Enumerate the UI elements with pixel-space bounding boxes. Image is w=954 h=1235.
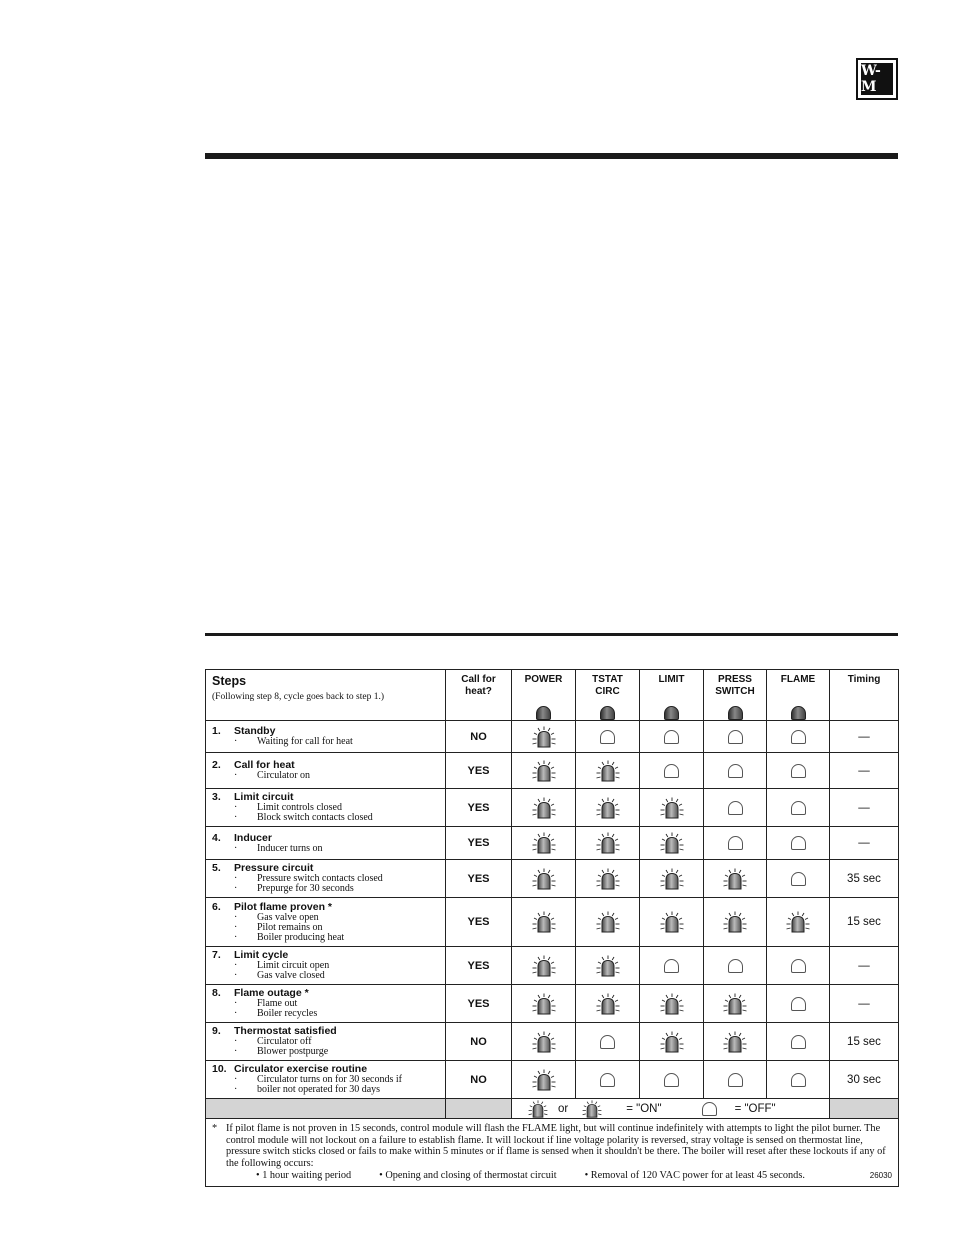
legend-blank-left2 (446, 1099, 512, 1119)
legend (512, 1099, 830, 1119)
step-title: Circulator exercise routine (234, 1063, 368, 1075)
legend-row (206, 1099, 899, 1119)
legend-or: or (558, 1102, 569, 1115)
lamp-on-icon (660, 797, 684, 819)
press-lamp-cell (704, 721, 767, 753)
lamp-off-icon (791, 1073, 806, 1087)
table-row (206, 1023, 899, 1061)
lamp-off-icon (728, 1073, 743, 1087)
limit-lamp-cell (640, 721, 704, 753)
step-cell (206, 1023, 446, 1061)
sub-bullet: · (234, 1036, 238, 1047)
header-row (206, 670, 899, 721)
lamp-off-icon (600, 730, 615, 744)
step-number: 3. (212, 791, 221, 803)
step-number: 9. (212, 1025, 221, 1037)
lamp-off-icon (728, 764, 743, 778)
lamp-on-icon (532, 993, 556, 1015)
lamp-on-icon (532, 955, 556, 977)
lamp-off-icon (791, 997, 806, 1011)
table-row (206, 789, 899, 827)
press-lamp-cell (704, 1061, 767, 1099)
step-detail: Circulator turns on for 30 seconds if (257, 1074, 402, 1085)
flame-lamp-cell (767, 1061, 830, 1099)
legend-off: = "OFF" (734, 1102, 776, 1115)
footnote-item: Opening and closing of thermostat circuit (385, 1170, 557, 1181)
step-title: Inducer (234, 831, 272, 844)
header-flame (767, 670, 830, 721)
timing-value: — (830, 753, 899, 789)
bullet-icon: • (584, 1170, 589, 1181)
lamp-on-icon (528, 1100, 548, 1118)
timing-value: — (830, 827, 899, 860)
press-lamp-icon (728, 706, 743, 720)
lamp-on-icon (596, 993, 620, 1015)
lamp-off-icon (791, 959, 806, 973)
step-detail: boiler not operated for 30 days (257, 1084, 381, 1095)
press-lamp-cell (704, 827, 767, 860)
table-row (206, 947, 899, 985)
step-title: Thermostat satisfied (234, 1025, 337, 1037)
power-lamp-cell (512, 947, 576, 985)
step-detail: Inducer turns on (257, 842, 323, 854)
figure-code: 26030 (869, 1171, 892, 1180)
header-press-switch (704, 670, 767, 721)
sub-bullet: · (234, 921, 238, 933)
step-detail: Flame out (257, 998, 298, 1009)
call-for-heat-value: YES (446, 947, 512, 985)
lamp-on-icon (660, 1031, 684, 1053)
power-lamp-cell (512, 827, 576, 860)
sub-bullet: · (234, 960, 238, 971)
sub-bullet: · (234, 883, 238, 894)
lamp-on-icon (660, 832, 684, 854)
step-detail: Pilot remains on (257, 921, 323, 933)
limit-lamp-cell (640, 860, 704, 898)
table-row (206, 827, 899, 860)
lamp-off-icon (664, 1073, 679, 1087)
step-detail: Limit circuit open (257, 960, 330, 971)
step-cell (206, 827, 446, 860)
step-title: Limit cycle (234, 949, 289, 961)
header-limit (640, 670, 704, 721)
timing-label: Timing (847, 674, 881, 685)
step-title: Call for heat (234, 759, 295, 771)
tstat-lamp-cell (576, 789, 640, 827)
sub-bullet: · (234, 736, 238, 747)
timing-value: — (830, 721, 899, 753)
limit-lamp-cell (640, 898, 704, 947)
limit-lamp-cell (640, 827, 704, 860)
flame-label: FLAME (780, 674, 816, 685)
call-for-heat-value: YES (446, 753, 512, 789)
lamp-off-icon (664, 764, 679, 778)
call-for-heat-value: YES (446, 827, 512, 860)
press-lamp-cell (704, 947, 767, 985)
flame-lamp-cell (767, 985, 830, 1023)
call-for-heat-value: YES (446, 898, 512, 947)
step-cell (206, 1061, 446, 1099)
step-detail: Gas valve open (257, 911, 319, 923)
press-lamp-cell (704, 789, 767, 827)
step-number: 7. (212, 949, 221, 961)
lamp-off-icon (791, 764, 806, 778)
legend-blank-right (830, 1099, 899, 1119)
sub-bullet: · (234, 1074, 238, 1085)
step-detail: Gas valve closed (257, 970, 325, 981)
call-for-heat-value: YES (446, 985, 512, 1023)
tstat-lamp-cell (576, 985, 640, 1023)
sub-bullet: · (234, 770, 238, 781)
lamp-off-icon (791, 730, 806, 744)
flame-lamp-icon (791, 706, 806, 720)
press-lamp-cell (704, 1023, 767, 1061)
power-lamp-cell (512, 985, 576, 1023)
lamp-on-icon (596, 797, 620, 819)
step-cell (206, 985, 446, 1023)
step-detail: Circulator off (257, 1036, 312, 1047)
table-row (206, 985, 899, 1023)
footnote-list (212, 1170, 892, 1182)
tstat-lamp-cell (576, 860, 640, 898)
legend-on: = "ON" (626, 1102, 662, 1115)
step-title: Flame outage * (234, 987, 309, 999)
lamp-on-icon (723, 911, 747, 933)
limit-lamp-cell (640, 985, 704, 1023)
step-detail: Block switch contacts closed (257, 812, 373, 823)
lamp-on-icon (532, 911, 556, 933)
power-lamp-cell (512, 721, 576, 753)
lamp-on-icon (532, 760, 556, 782)
step-detail: Boiler recycles (257, 1008, 318, 1019)
tstat-lamp-cell (576, 721, 640, 753)
flame-lamp-cell (767, 753, 830, 789)
limit-lamp-icon (664, 706, 679, 720)
sub-bullet: · (234, 911, 238, 923)
header-rule (205, 153, 898, 159)
flame-lamp-cell (767, 860, 830, 898)
lamp-on-icon (596, 868, 620, 890)
timing-value: 30 sec (830, 1061, 899, 1099)
limit-lamp-cell (640, 1061, 704, 1099)
step-number: 5. (212, 862, 221, 874)
step-detail: Waiting for call for heat (257, 736, 353, 747)
limit-lamp-cell (640, 947, 704, 985)
footnote (206, 1119, 899, 1187)
lamp-off-icon (791, 836, 806, 850)
press-lamp-cell (704, 898, 767, 947)
footnote-row (206, 1119, 899, 1187)
steps-body (206, 721, 899, 1099)
power-lamp-cell (512, 789, 576, 827)
table-row (206, 1061, 899, 1099)
wm-logo (856, 58, 898, 100)
power-lamp-cell (512, 898, 576, 947)
lamp-on-icon (532, 1031, 556, 1053)
lamp-off-icon (600, 1035, 615, 1049)
flame-lamp-cell (767, 827, 830, 860)
flame-lamp-cell (767, 898, 830, 947)
call-for-heat-value: NO (446, 721, 512, 753)
lamp-on-icon (596, 955, 620, 977)
limit-lamp-cell (640, 1023, 704, 1061)
lamp-off-icon (728, 836, 743, 850)
step-number: 1. (212, 725, 221, 737)
lamp-on-icon (660, 993, 684, 1015)
bullet-icon: • (379, 1170, 383, 1181)
sequence-table (205, 669, 899, 1187)
sub-bullet: · (234, 812, 238, 823)
lamp-on-icon (723, 1031, 747, 1053)
limit-lamp-cell (640, 789, 704, 827)
timing-value: — (830, 985, 899, 1023)
step-cell (206, 721, 446, 753)
step-cell (206, 898, 446, 947)
footnote-star: * (212, 1123, 218, 1134)
sub-bullet: · (234, 873, 238, 884)
sub-bullet: · (234, 931, 238, 943)
tstat-lamp-cell (576, 1061, 640, 1099)
call-for-heat-value: YES (446, 860, 512, 898)
flame-lamp-cell (767, 1023, 830, 1061)
step-title: Standby (234, 725, 276, 737)
step-cell (206, 789, 446, 827)
header-steps (206, 670, 446, 721)
step-title: Pressure circuit (234, 862, 314, 874)
lamp-off-icon (664, 730, 679, 744)
timing-value: 15 sec (830, 898, 899, 947)
power-label: POWER (524, 674, 563, 685)
tstat-lamp-cell (576, 898, 640, 947)
lamp-on-icon (723, 868, 747, 890)
header-power (512, 670, 576, 721)
timing-value: 35 sec (830, 860, 899, 898)
lamp-off-icon (600, 1073, 615, 1087)
lamp-on-alt-icon (582, 1100, 602, 1118)
step-detail: Pressure switch contacts closed (257, 873, 383, 884)
tstat-lamp-cell (576, 753, 640, 789)
lamp-on-icon (660, 868, 684, 890)
sub-bullet: · (234, 842, 238, 854)
step-number: 2. (212, 759, 221, 771)
flame-lamp-cell (767, 721, 830, 753)
sub-bullet: · (234, 1084, 238, 1095)
sub-bullet: · (234, 802, 238, 813)
step-cell (206, 753, 446, 789)
lamp-off-icon (791, 801, 806, 815)
legend-blank-left (206, 1099, 446, 1119)
flame-lamp-cell (767, 789, 830, 827)
step-detail: Blower postpurge (257, 1046, 329, 1057)
press-lamp-cell (704, 753, 767, 789)
press-lamp-cell (704, 985, 767, 1023)
power-lamp-cell (512, 753, 576, 789)
sub-bullet: · (234, 970, 238, 981)
lamp-off-icon (728, 959, 743, 973)
lamp-on-icon (532, 726, 556, 748)
lamp-off-icon (791, 872, 806, 886)
bullet-icon: • (256, 1170, 260, 1181)
lamp-off-icon (791, 1035, 806, 1049)
step-title: Pilot flame proven * (234, 900, 333, 913)
section-rule (205, 633, 898, 636)
header-call-for-heat (446, 670, 512, 721)
call-for-heat-value: NO (446, 1023, 512, 1061)
call-for-heat-value: NO (446, 1061, 512, 1099)
tstat-lamp-cell (576, 947, 640, 985)
header-timing (830, 670, 899, 721)
step-detail: Limit controls closed (257, 802, 342, 813)
step-title: Limit circuit (234, 791, 294, 803)
call-for-heat-value: YES (446, 789, 512, 827)
tstat-lamp-cell (576, 1023, 640, 1061)
call-for-heat-label: Call for heat? (461, 674, 496, 697)
sub-bullet: · (234, 1046, 238, 1057)
tstat-circ-label: TSTAT CIRC (592, 674, 623, 697)
table-row (206, 721, 899, 753)
table-row (206, 898, 899, 947)
step-number: 10. (212, 1063, 227, 1075)
step-number: 4. (212, 831, 221, 844)
lamp-on-icon (532, 868, 556, 890)
power-lamp-cell (512, 860, 576, 898)
lamp-on-icon (532, 797, 556, 819)
timing-value: — (830, 947, 899, 985)
header-tstat-circ (576, 670, 640, 721)
lamp-on-icon (532, 1069, 556, 1091)
step-detail: Circulator on (257, 770, 311, 781)
lamp-off-icon (702, 1102, 717, 1116)
flame-lamp-cell (767, 947, 830, 985)
sub-bullet: · (234, 1008, 238, 1019)
footnote-text: If pilot flame is not proven in 15 seconds, control module will flash the FLAME light, but will continue indefinitely with attempts to light the pilot burner. The control module will not lockout on a failure to establish flame. It will lockout if line voltage polarity is reversed, stray voltage is sensed on thermostat line, pressure switch sticks closed or fails to make within 5 minutes or if flame is sensed when it shouldn't be there. The boiler will reset after these lockouts if any of the following occurs: (226, 1123, 886, 1169)
sub-bullet: · (234, 998, 238, 1009)
lamp-off-icon (728, 801, 743, 815)
table-row (206, 860, 899, 898)
step-detail: Boiler producing heat (257, 931, 345, 943)
footnote-item: 1 hour waiting period (262, 1170, 352, 1181)
limit-label: LIMIT (658, 674, 685, 685)
limit-lamp-cell (640, 753, 704, 789)
step-cell (206, 860, 446, 898)
lamp-on-icon (786, 911, 810, 933)
power-lamp-icon (536, 706, 551, 720)
tstat-lamp-icon (600, 706, 615, 720)
footnote-item: Removal of 120 VAC power for at least 45 seconds. (590, 1170, 805, 1181)
power-lamp-cell (512, 1023, 576, 1061)
lamp-on-icon (596, 832, 620, 854)
step-number: 8. (212, 987, 221, 999)
step-number: 6. (212, 900, 221, 913)
lamp-on-icon (596, 911, 620, 933)
lamp-on-icon (596, 760, 620, 782)
steps-subtitle: (Following step 8, cycle goes back to step 1.) (212, 692, 385, 702)
lamp-off-icon (664, 959, 679, 973)
press-lamp-cell (704, 860, 767, 898)
table-row (206, 753, 899, 789)
lamp-on-icon (532, 832, 556, 854)
press-switch-label: PRESS SWITCH (715, 674, 755, 697)
lamp-on-icon (660, 911, 684, 933)
step-detail: Prepurge for 30 seconds (257, 883, 354, 894)
lamp-on-icon (723, 993, 747, 1015)
step-cell (206, 947, 446, 985)
tstat-lamp-cell (576, 827, 640, 860)
timing-value: 15 sec (830, 1023, 899, 1061)
logo-mark: W-M (861, 63, 893, 95)
steps-title: Steps (212, 674, 247, 688)
lamp-off-icon (728, 730, 743, 744)
timing-value: — (830, 789, 899, 827)
power-lamp-cell (512, 1061, 576, 1099)
